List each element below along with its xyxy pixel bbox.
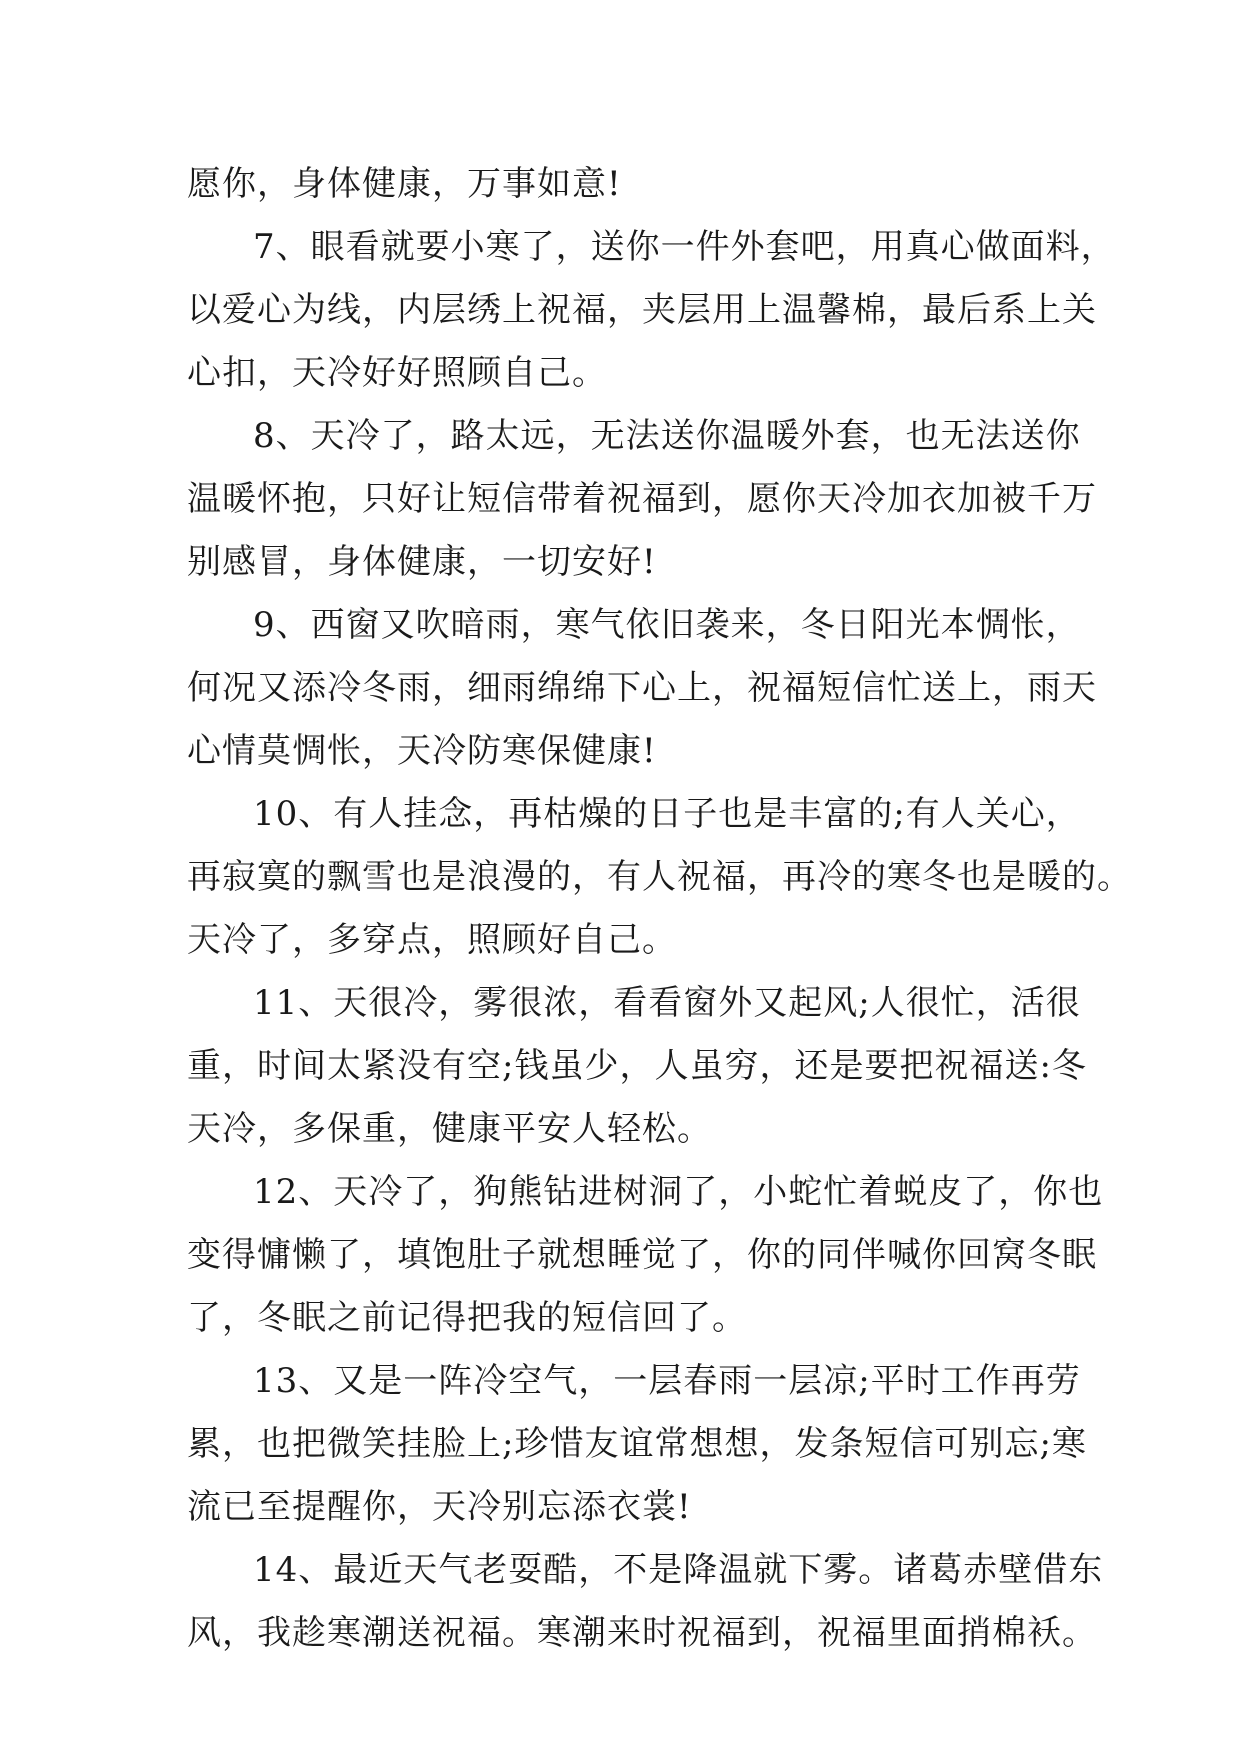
text-line: 何况又添冷冬雨，细雨绵绵下心上，祝福短信忙送上，雨天: [187, 668, 1097, 708]
paragraph-9: [187, 594, 1097, 783]
text-line: 8、天冷了，路太远，无法送你温暖外套，也无法送你: [253, 416, 1081, 456]
paragraph-10: [187, 783, 1132, 972]
text-line: 7、眼看就要小寒了，送你一件外套吧，用真心做面料，: [253, 227, 1116, 267]
paragraph-8: [187, 405, 1097, 594]
text-line: 11、天很冷，雾很浓，看看窗外又起风;人很忙，活很: [253, 983, 1081, 1023]
text-line: 别感冒，身体健康，一切安好!: [187, 542, 657, 582]
text-line: 以爱心为线，内层绣上祝福，夹层用上温馨棉，最后系上关: [187, 290, 1097, 330]
paragraph-14: [187, 1539, 1104, 1665]
text-line: 累，也把微笑挂脸上;珍惜友谊常想想，发条短信可别忘;寒: [187, 1424, 1087, 1464]
text-line: 愿你，身体健康，万事如意!: [187, 164, 622, 204]
text-line: 10、有人挂念，再枯燥的日子也是丰富的;有人关心，: [253, 794, 1081, 834]
document-body: [187, 153, 1132, 1665]
text-line: 流已至提醒你，天冷别忘添衣裳!: [187, 1487, 692, 1527]
text-line: 9、西窗又吹暗雨，寒气依旧袭来，冬日阳光本惆怅，: [253, 605, 1081, 645]
text-line: 再寂寞的飘雪也是浪漫的，有人祝福，再冷的寒冬也是暖的。: [187, 857, 1132, 897]
text-line: 天冷了，多穿点，照顾好自己。: [187, 920, 677, 960]
text-line: 重，时间太紧没有空;钱虽少，人虽穷，还是要把祝福送:冬: [187, 1046, 1087, 1086]
text-line: 温暖怀抱，只好让短信带着祝福到，愿你天冷加衣加被千万: [187, 479, 1097, 519]
paragraph-6-continuation: [187, 153, 1067, 216]
text-line: 了，冬眠之前记得把我的短信回了。: [187, 1298, 747, 1338]
text-line: 天冷，多保重，健康平安人轻松。: [187, 1109, 712, 1149]
text-line: 变得慵懒了，填饱肚子就想睡觉了，你的同伴喊你回窝冬眠: [187, 1235, 1097, 1275]
text-line: 13、又是一阵冷空气，一层春雨一层凉;平时工作再劳: [253, 1361, 1081, 1401]
text-line: 风，我趁寒潮送祝福。寒潮来时祝福到，祝福里面捎棉袄。: [187, 1613, 1097, 1653]
text-line: 14、最近天气老耍酷，不是降温就下雾。诸葛赤壁借东: [253, 1550, 1104, 1590]
paragraph-13: [187, 1350, 1087, 1539]
paragraph-11: [187, 972, 1087, 1161]
text-line: 心情莫惆怅，天冷防寒保健康!: [187, 731, 657, 771]
paragraph-7: [187, 216, 1116, 405]
text-line: 心扣，天冷好好照顾自己。: [187, 353, 607, 393]
paragraph-12: [187, 1161, 1104, 1350]
text-line: 12、天冷了，狗熊钻进树洞了，小蛇忙着蜕皮了，你也: [253, 1172, 1104, 1212]
